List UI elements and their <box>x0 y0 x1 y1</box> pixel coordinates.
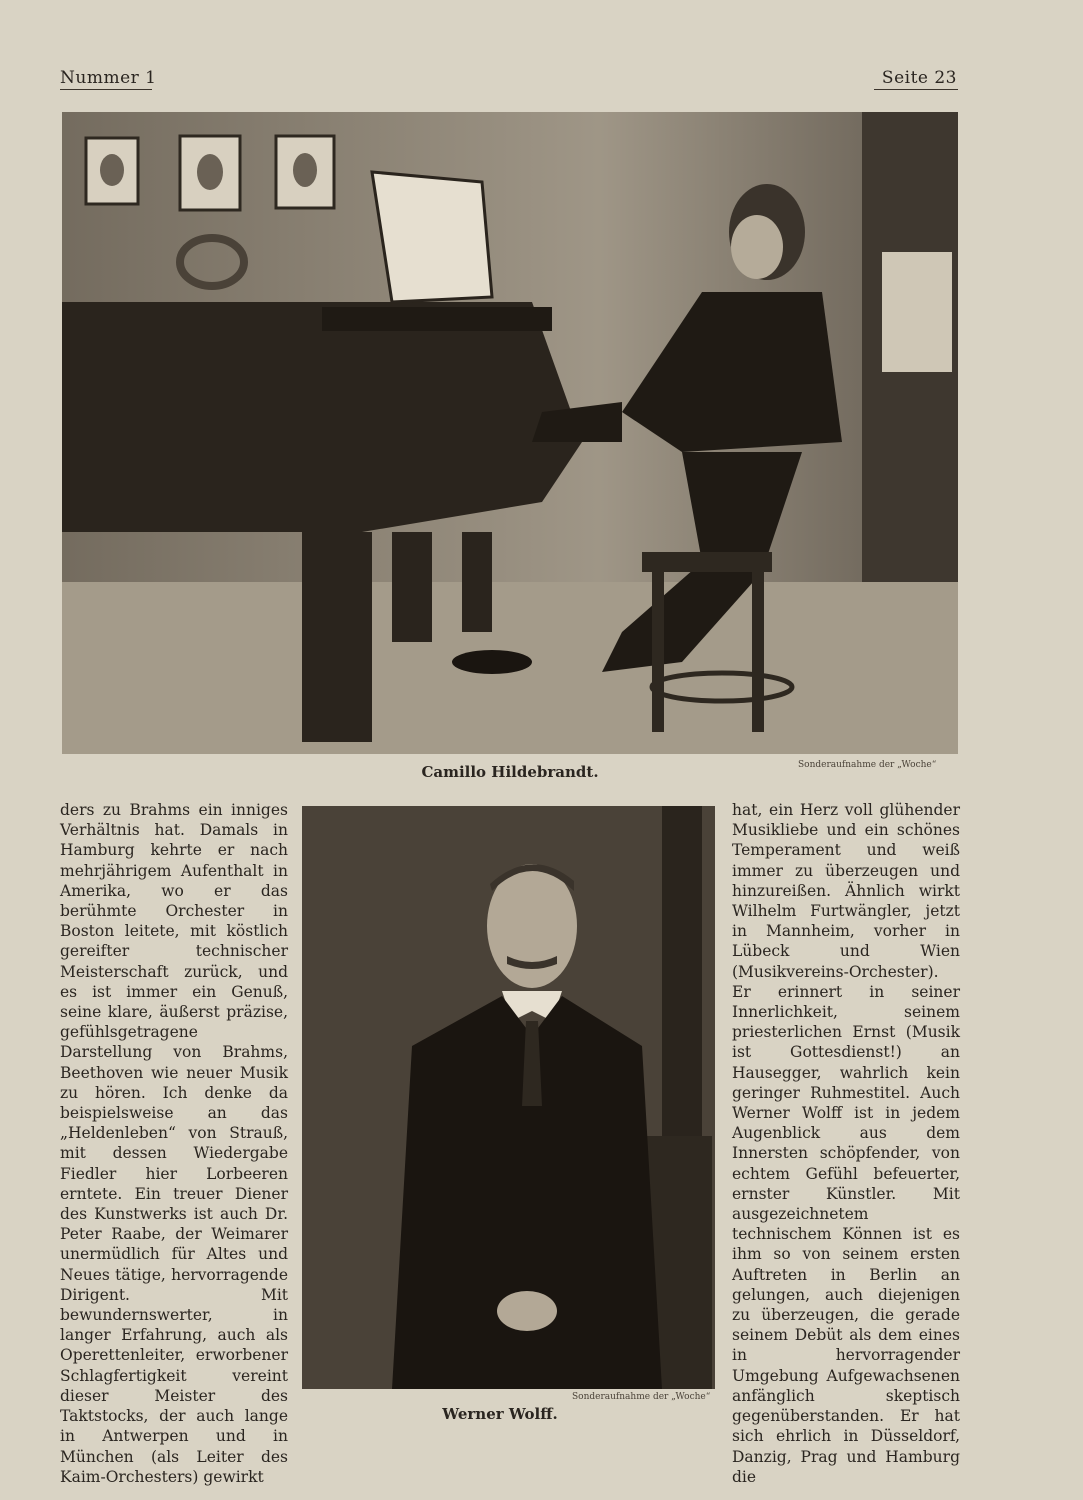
page-header-left: Nummer 1 <box>60 68 157 88</box>
page-header-right: Seite 23 <box>881 68 957 88</box>
photo-portrait-credit: Sonderaufnahme der „Woche“ <box>572 1392 711 1402</box>
header-rule-left <box>60 89 152 90</box>
header-rule-right <box>874 89 958 90</box>
text-column-left-body: ders zu Brahms ein inniges Verhältnis hat. Damals in Hamburg kehrte er nach mehrjährigem Aufenthalt in Amerika, wo er das berühmte Orchester in Boston leitete, mit köstlich gereifter technischer Meisterschaft zurück, und es ist immer ein Genuß, seine klare, äußerst präzise, gefühlsgetragene Darstellung von Brahms, Beethoven wie neuer Musik zu hören. Ich denke da beispielsweise an das „Heldenleben“ von Strauß, mit dessen Wiedergabe Fiedler hier Lorbeeren erntete. Ein treuer Diener des Kunstwerks ist auch Dr. Peter Raabe, der Weimarer unermüdlich für Altes und Neues tätige, hervorragende Dirigent. Mit bewundernswerter, in langer Erfahrung, auch als Operettenleiter, erworbener Schlagfertigkeit vereint dieser Meister des Taktstocks, der auch lange in Antwerpen und in München (als Leiter des Kaim-Orchesters) gewirkt <box>60 801 288 1486</box>
text-column-right <box>732 800 960 1487</box>
photo-portrait-caption: Werner Wolff. <box>442 1405 558 1423</box>
text-column-left <box>60 800 288 1487</box>
photo-pianist-illustration <box>62 112 958 754</box>
photo-pianist-caption: Camillo Hildebrandt. <box>421 763 599 781</box>
text-column-right-body: hat, ein Herz voll glühender Musikliebe und ein schönes Temperament und weiß immer zu überzeugen und hinzureißen. Ähnlich wirkt Wilhelm Furtwängler, jetzt in Mannheim, vorher in Lübeck und Wien (Musikvereins-Orchester). Er erinnert in seiner Innerlichkeit, seinem priesterlichen Ernst (Musik ist Gottesdienst!) an Hausegger, wahrlich kein geringer Ruhmestitel. Auch Werner Wolff ist in jedem Augenblick aus dem Innersten schöpfender, von echtem Gefühl befeuerter, ernster Künstler. Mit ausgezeichnetem technischem Können ist es ihm so von seinem ersten Auftreten in Berlin an gelungen, auch diejenigen zu überzeugen, die gerade seinem Debüt als dem eines in hervorragender Umgebung Aufgewachsenen anfänglich skeptisch gegenüberstanden. Er hat sich ehrlich in Düsseldorf, Danzig, Prag und Hamburg die <box>732 801 960 1486</box>
photo-pianist-credit: Sonderaufnahme der „Woche“ <box>798 760 937 770</box>
photo-portrait <box>302 806 715 1389</box>
photo-pianist <box>62 112 958 754</box>
photo-portrait-illustration <box>302 806 715 1389</box>
